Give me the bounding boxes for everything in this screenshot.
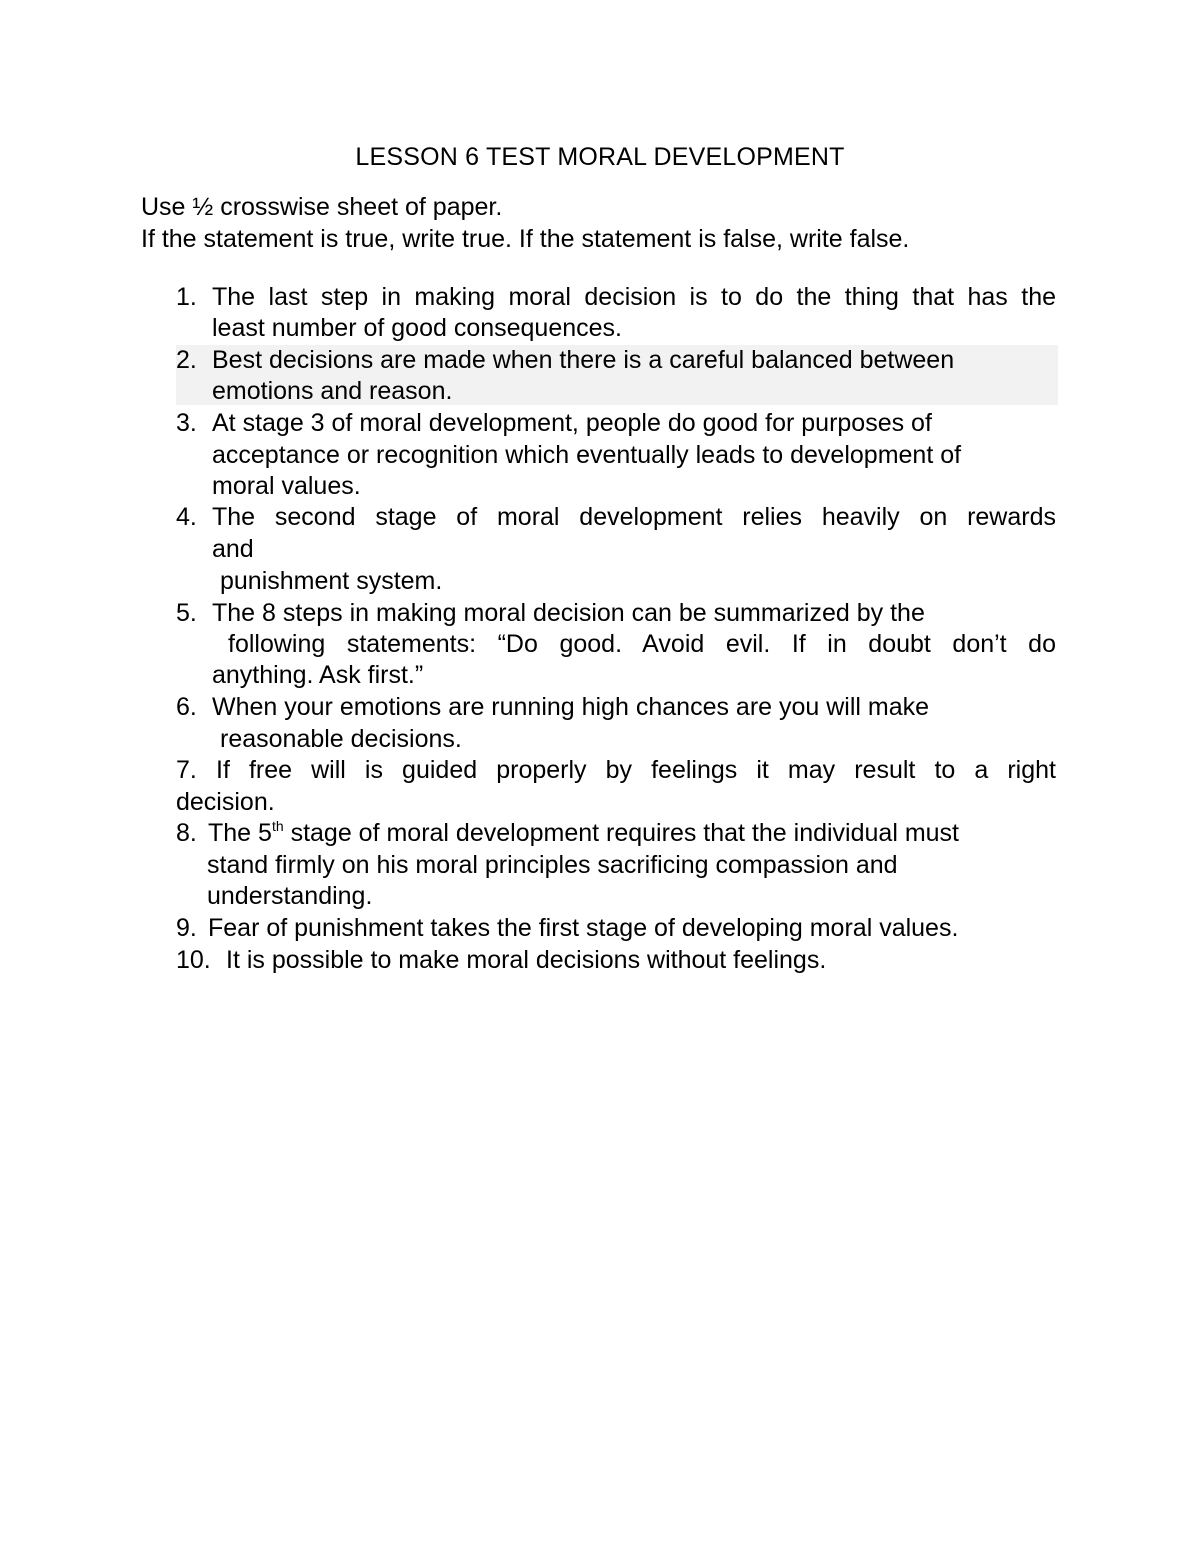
item-number: 4. <box>176 503 197 531</box>
item-number: 8. <box>176 819 197 847</box>
item-number: 3. <box>176 409 197 437</box>
item-8-text-end: stage of moral development requires that the individual must <box>283 819 959 847</box>
item-6-line-1: When your emotions are running high chances are you will make <box>212 693 930 721</box>
item-3-line-1: At stage 3 of moral development, people do good for purposes of <box>212 409 932 437</box>
item-5-line-1: The 8 steps in making moral decision can be summarized by the <box>212 599 925 627</box>
item-8-line-1 <box>208 818 959 849</box>
item-8-line-2: stand firmly on his moral principles sacrificing compassion and <box>207 851 898 879</box>
item-number: 5. <box>176 599 197 627</box>
instruction-paper: Use ½ crosswise sheet of paper. <box>141 193 503 221</box>
item-number: 10. <box>176 946 211 974</box>
item-1-line-1: The last step in making moral decision is to do the thing that has the <box>212 283 1056 311</box>
item-2-line-1: Best decisions are made when there is a careful balanced between <box>212 346 955 374</box>
instruction-true-false: If the statement is true, write true. If the statement is false, write false. <box>141 225 910 253</box>
item-number: 9. <box>176 914 197 942</box>
item-6-line-2: reasonable decisions. <box>220 725 462 753</box>
item-4-line-1: The second stage of moral development relies heavily on rewards <box>212 503 1056 531</box>
item-7-line-2: decision. <box>176 788 275 816</box>
item-number: 1. <box>176 283 197 311</box>
page-title: LESSON 6 TEST MORAL DEVELOPMENT <box>355 143 845 171</box>
item-4-line-2: and <box>212 535 254 563</box>
item-2-line-2: emotions and reason. <box>212 377 453 405</box>
item-8-text-start: The 5 <box>208 819 272 847</box>
item-number: 6. <box>176 693 197 721</box>
item-4-line-3: punishment system. <box>220 567 443 595</box>
item-number: 2. <box>176 346 197 374</box>
item-7-line-1: If free will is guided properly by feelings it may result to a right <box>216 756 1056 784</box>
item-9-line-1: Fear of punishment takes the first stage of developing moral values. <box>208 914 959 942</box>
ordinal-superscript: th <box>271 818 284 834</box>
item-1-line-2: least number of good consequences. <box>212 314 622 342</box>
item-8-line-3: understanding. <box>207 882 373 910</box>
item-3-line-2: acceptance or recognition which eventually leads to development of <box>212 441 962 469</box>
item-number: 7. <box>176 756 197 784</box>
item-5-line-2: following statements: “Do good. Avoid evil. If in doubt don’t do <box>228 630 1056 658</box>
item-5-line-3: anything. Ask first.” <box>212 661 424 689</box>
item-10-line-1: It is possible to make moral decisions without feelings. <box>226 946 827 974</box>
item-3-line-3: moral values. <box>212 472 361 500</box>
